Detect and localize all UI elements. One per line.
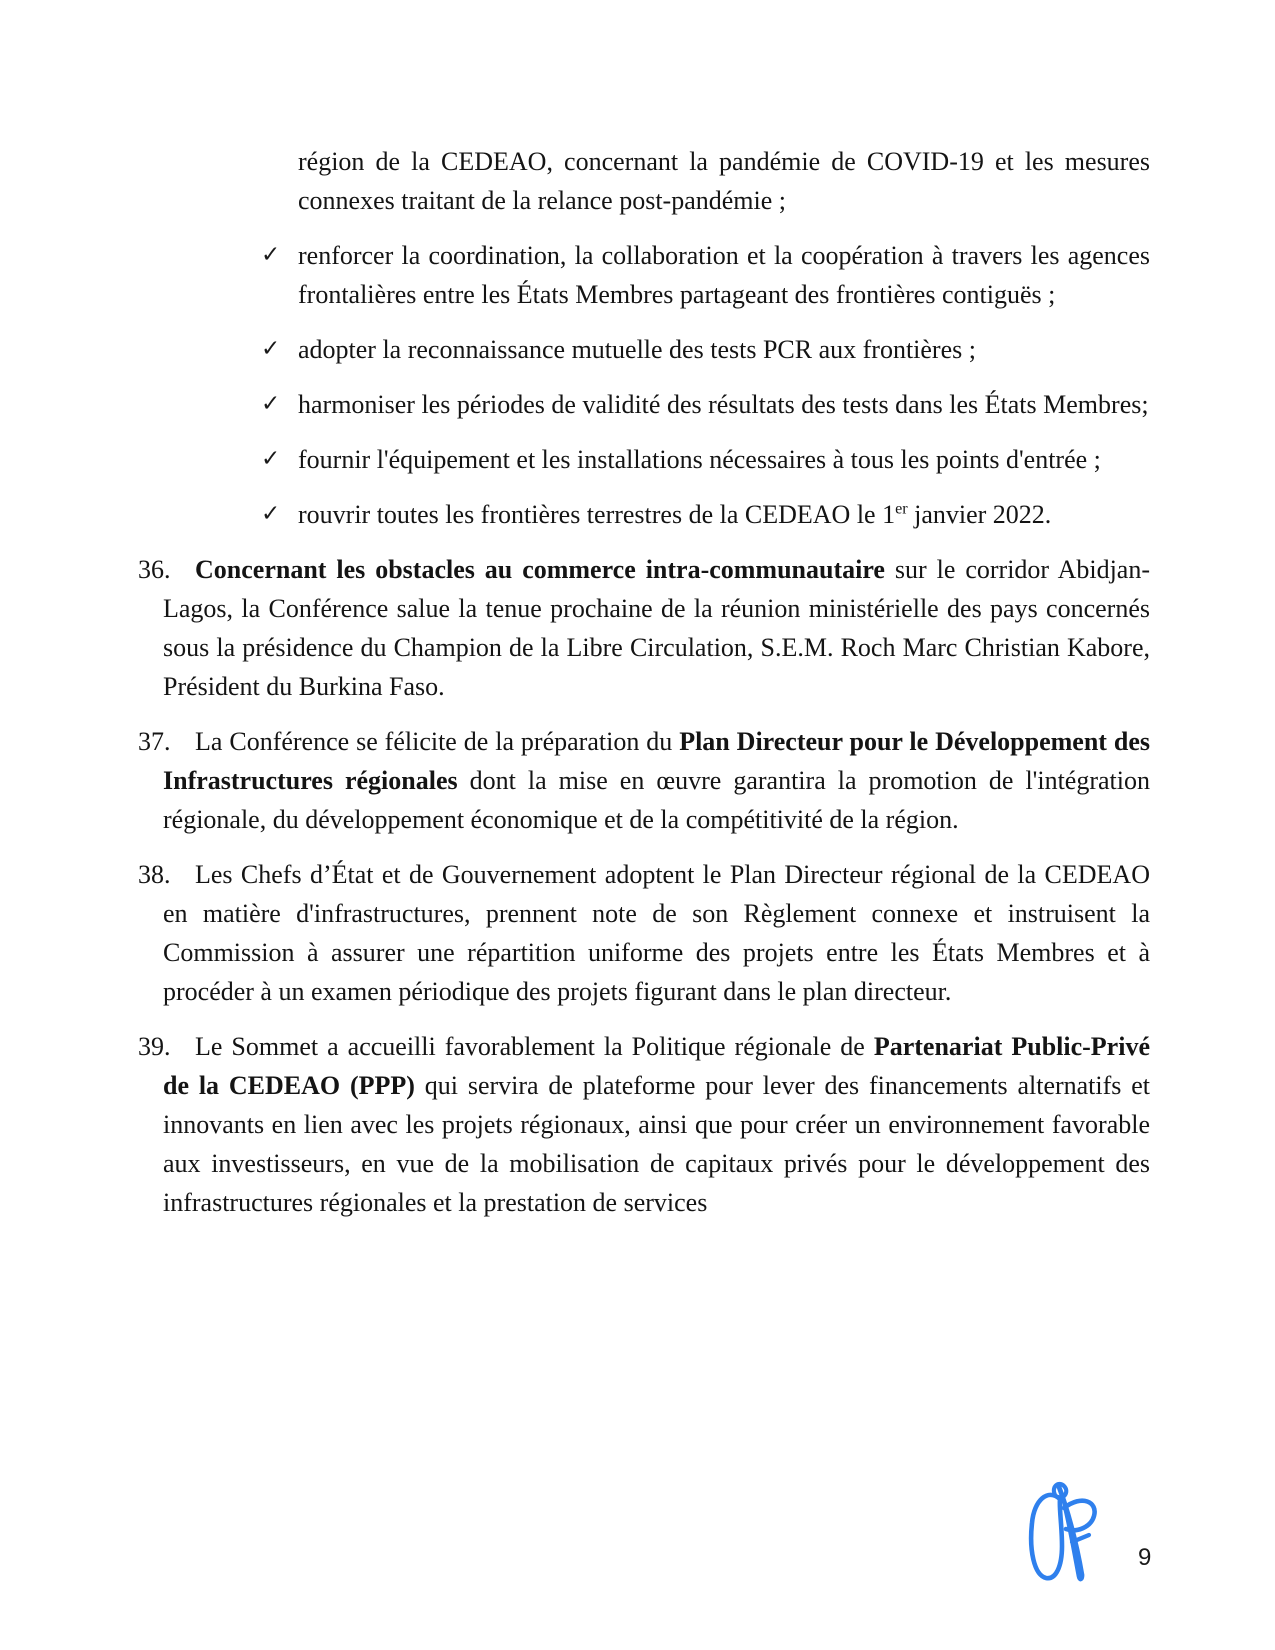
paragraph-text: dont la mise en œuvre garantira la promotion de l'intégration régionale, du développement économique et de la compétitivité de la région. (163, 766, 1150, 834)
list-item (261, 236, 1150, 314)
bullet-text: renforcer la coordination, la collaboration et la coopération à travers les agences frontalières entre les États Membres partageant des frontières contiguës ; (298, 241, 1150, 309)
paragraph-number: 36. (138, 555, 171, 584)
checkmark-icon: ✓ (261, 336, 281, 362)
paragraph-text: Les Chefs d’État et de Gouvernement adoptent le Plan Directeur régional de la CEDEAO en matière d'infrastructures, prennent note de son Règlement connexe et instruisent la Commission à assurer une répartition uniforme des projets entre les États Membres et à procéder à un examen périodique des projets figurant dans le plan directeur. (163, 860, 1150, 1006)
ordinal-superscript: er (895, 500, 908, 518)
bold-text: Partenariat Public-Privé de la CEDEAO (PPP) (163, 1032, 1150, 1100)
paragraph-number: 37. (138, 727, 171, 756)
bullet-text: rouvrir toutes les frontières terrestres de la CEDEAO le 1 (298, 500, 896, 529)
bullet-text: adopter la reconnaissance mutuelle des tests PCR aux frontières ; (298, 335, 976, 364)
signature-scribble (1018, 1478, 1110, 1593)
page-content (138, 142, 1150, 1238)
checkmark-icon: ✓ (261, 391, 281, 417)
numbered-paragraph-38 (138, 855, 1150, 1011)
paragraph-number: 38. (138, 860, 171, 889)
bullet-text: fournir l'équipement et les installations nécessaires à tous les points d'entrée ; (298, 445, 1101, 474)
paragraph-text: La Conférence se félicite de la préparation du (195, 727, 680, 756)
list-item (261, 495, 1150, 534)
paragraph-number: 39. (138, 1032, 171, 1061)
list-item (261, 440, 1150, 479)
checkmark-icon: ✓ (261, 501, 281, 527)
bold-text: Plan Directeur pour le Développement des Infrastructures régionales (163, 727, 1150, 795)
paragraph-text: sur le corridor Abidjan-Lagos, la Conférence salue la tenue prochaine de la réunion ministérielle des pays concernés sous la présidence du Champion de la Libre Circulation, S.E.M. Roch Marc Christian Kabore, Président du Burkina Faso. (163, 555, 1151, 701)
checkmark-icon: ✓ (261, 242, 281, 268)
bold-text: Concernant les obstacles au commerce intra-communautaire (195, 555, 885, 584)
bullet-text: janvier 2022. (907, 500, 1052, 529)
numbered-paragraph-36 (138, 550, 1150, 706)
bullet-text: harmoniser les périodes de validité des résultats des tests dans les États Membres; (298, 390, 1149, 419)
page-number: 9 (1138, 1544, 1152, 1571)
list-item (261, 330, 1150, 369)
numbered-paragraph-37 (138, 722, 1150, 839)
list-item (261, 385, 1150, 424)
paragraph-text: Le Sommet a accueilli favorablement la Politique régionale de (195, 1032, 874, 1061)
paragraph-text: qui servira de plateforme pour lever des financements alternatifs et innovants en lien avec les projets régionaux, ainsi que pour créer un environnement favorable aux investisseurs, en vue de la mobilisation de capitaux privés pour le développement des infrastructures régionales et la prestation de services (163, 1071, 1150, 1217)
numbered-paragraph-39 (138, 1027, 1150, 1222)
continued-bullet-text: région de la CEDEAO, concernant la pandémie de COVID-19 et les mesures connexes traitant de la relance post-pandémie ; (298, 147, 1150, 215)
checkmark-icon: ✓ (261, 446, 281, 472)
